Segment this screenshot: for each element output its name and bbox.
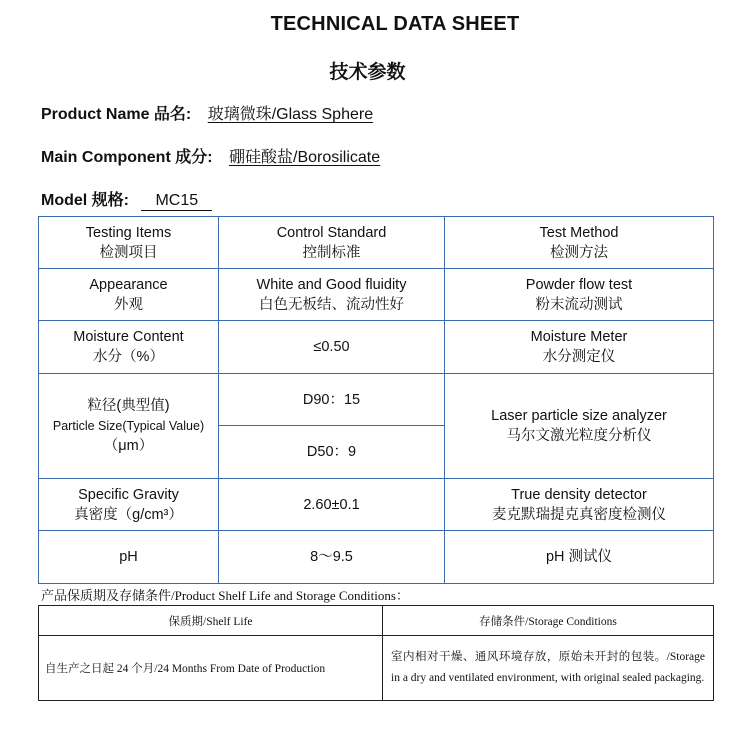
model-field [41,187,212,211]
shelf-body-row [39,636,714,701]
header-testing-items: Testing Items 检测项目 [39,217,219,269]
model-value: MC15 [141,192,212,211]
model-label: Model 规格: [41,192,129,209]
table-row-particle-d90 [39,374,714,426]
particle-d50: D50：9 [219,426,445,479]
ph-standard: 8～9.5 [219,531,445,584]
shelf-life-value: 自生产之日起 24 个月/24 Months From Date of Production [39,636,383,701]
appearance-item: Appearance 外观 [39,269,219,321]
document-title: TECHNICAL DATA SHEET [270,13,520,35]
storage-conditions-header: 存储条件/Storage Conditions [383,606,714,636]
moisture-item: Moisture Content 水分（%） [39,321,219,374]
table-header-row [39,217,714,269]
main-component-field [41,144,380,167]
particle-d90: D90：15 [219,374,445,426]
particle-method: Laser particle size analyzer 马尔文激光粒度分析仪 [445,374,714,479]
particle-item: 粒径(典型值) Particle Size(Typical Value) （μm） [39,374,219,479]
table-row-moisture [39,321,714,374]
document-subtitle: 技术参数 [329,62,406,83]
ph-item: pH [39,531,219,584]
shelf-life-header: 保质期/Shelf Life [39,606,383,636]
shelf-caption: 产品保质期及存储条件/Product Shelf Life and Storage Conditions： [41,588,409,603]
product-name-value: 玻璃微珠/Glass Sphere [207,106,374,123]
storage-conditions-value: 室内相对干燥、通风环境存放，原始未开封的包装。/Storage in a dry and ventilated environment, with original sealed packaging. [383,636,714,701]
gravity-method: True density detector 麦克默瑞提克真密度检测仪 [445,479,714,531]
gravity-item: Specific Gravity 真密度（g/cm³） [39,479,219,531]
appearance-method: Powder flow test 粉末流动测试 [445,269,714,321]
main-component-label: Main Component 成分: [41,149,213,166]
table-row-appearance [39,269,714,321]
table-row-gravity [39,479,714,531]
shelf-table [38,605,714,701]
gravity-standard: 2.60±0.1 [219,479,445,531]
header-test-method: Test Method 检测方法 [445,217,714,269]
spec-table [38,216,714,584]
ph-method: pH 测试仪 [445,531,714,584]
product-name-label: Product Name 品名: [41,106,192,123]
main-component-value: 硼硅酸盐/Borosilicate [229,149,381,166]
shelf-header-row [39,606,714,636]
header-control-standard: Control Standard 控制标准 [219,217,445,269]
moisture-method: Moisture Meter 水分测定仪 [445,321,714,374]
moisture-standard: ≤0.50 [219,321,445,374]
table-row-ph [39,531,714,584]
product-name-field [41,101,373,124]
appearance-standard: White and Good fluidity 白色无板结、流动性好 [219,269,445,321]
